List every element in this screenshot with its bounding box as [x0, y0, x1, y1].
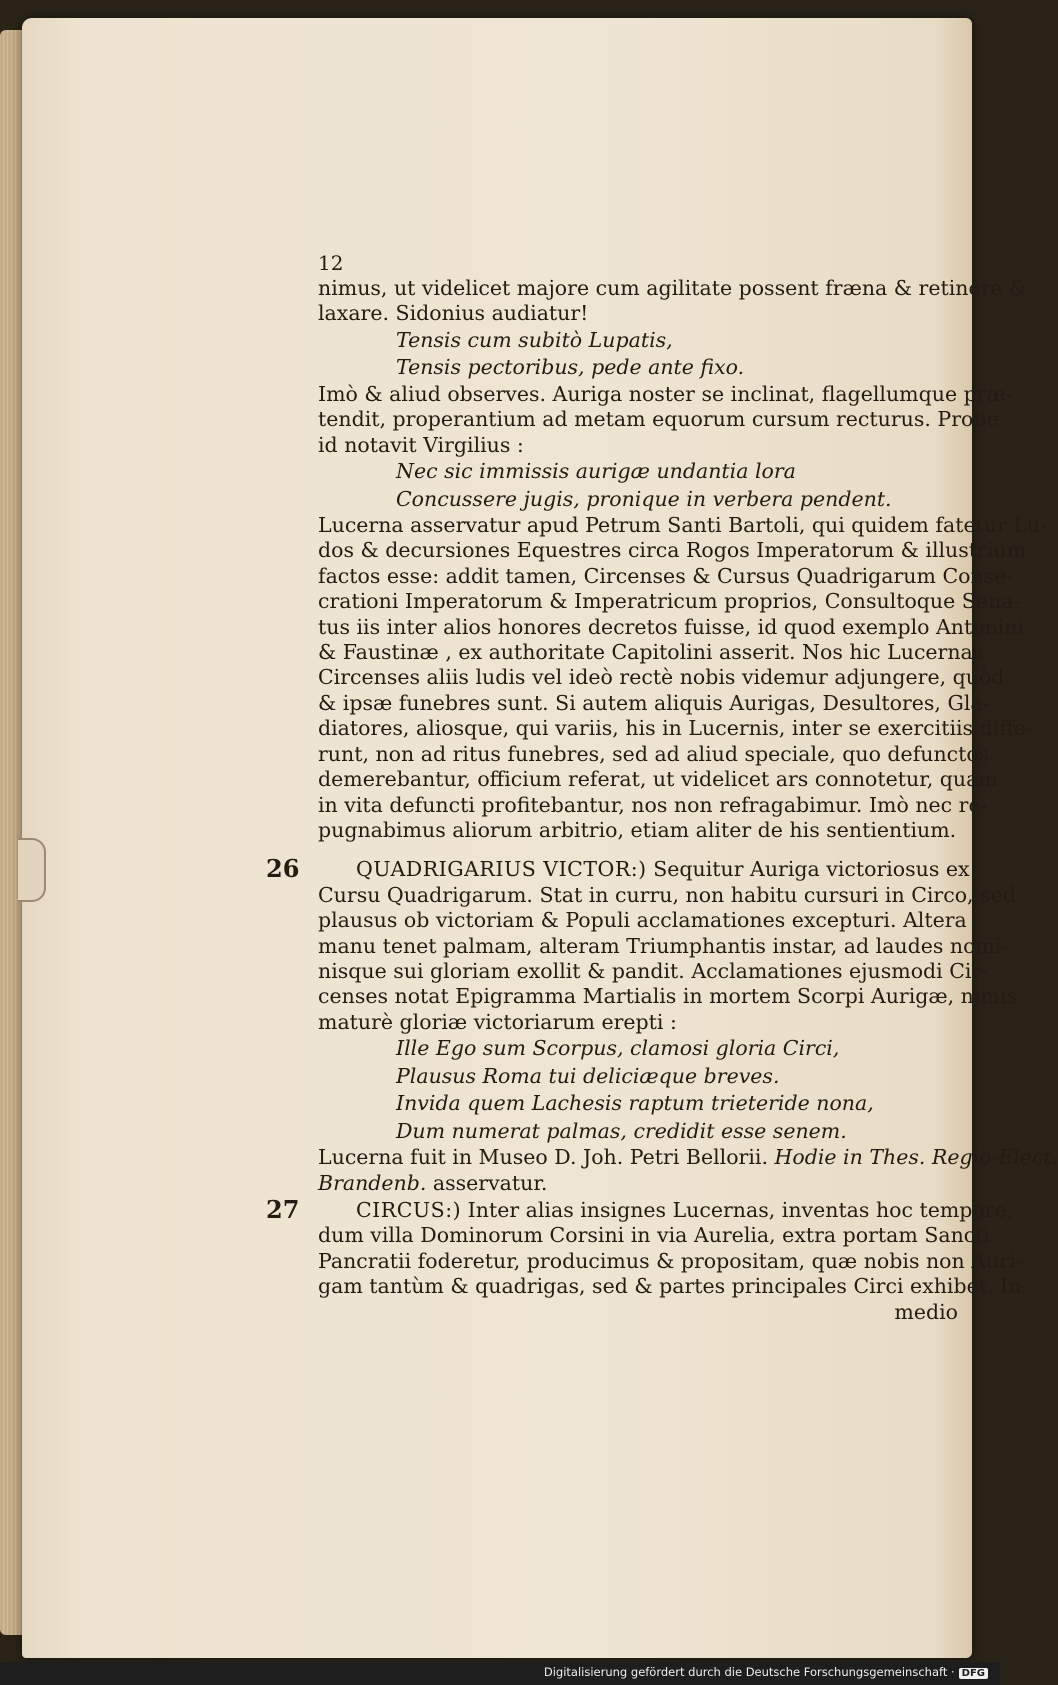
text-line: Lucerna asservatur apud Petrum Santi Bartoli, qui quidem fatetur Lu-	[318, 513, 1048, 538]
text-span: Lucerna fuit in Museo D. Joh. Petri Bellorii.	[318, 1145, 768, 1170]
text-line: nisque sui gloriam exollit & pandit. Acclamationes ejusmodi Cir-	[318, 958, 989, 983]
margin-number: 27	[266, 1194, 300, 1224]
verse-line: Tensis pectoribus, pede ante fixo.	[396, 355, 745, 380]
text-line: pugnabimus aliorum arbitrio, etiam aliter de his sentientium.	[318, 817, 957, 842]
paragraph-gap	[318, 843, 958, 857]
section-heading: QUADRIGARIUS VICTOR:)	[356, 857, 647, 882]
paragraph-3	[318, 513, 1048, 843]
text-line	[318, 857, 970, 882]
footer-bar	[0, 1662, 1000, 1685]
text-line: Circenses aliis ludis vel ideò rectè nobis videmur adjungere, quòd	[318, 665, 1005, 690]
text-span-italic: Brandenb.	[318, 1170, 427, 1195]
text-span: Inter alias insignes Lucernas, inventas hoc tempore,	[461, 1197, 1014, 1222]
text-line: tus iis inter alios honores decretos fuisse, id quod exemplo Antonini	[318, 614, 1025, 639]
text-span: asservatur.	[426, 1170, 548, 1195]
text-line: Cursu Quadrigarum. Stat in curru, non habitu cursuri in Circo, sed	[318, 882, 1016, 907]
text-line: Imò & aliud observes. Auriga noster se inclinat, flagellumque præ-	[318, 381, 1013, 406]
page-number: 12	[318, 251, 344, 275]
text-line: id notavit Virgilius :	[318, 432, 524, 457]
text-line: & ipsæ funebres sunt. Si autem aliquis Aurigas, Desultores, Gla-	[318, 690, 990, 715]
text-span: Sequitur Auriga victoriosus ex	[646, 857, 970, 882]
verse-line: Invida quem Lachesis raptum trieteride nona,	[396, 1091, 874, 1116]
dfg-logo-icon: DFG	[959, 1668, 988, 1679]
text-line: in vita defuncti profitebantur, nos non refragabimur. Imò nec re-	[318, 792, 988, 817]
text-line: manu tenet palmam, alteram Triumphantis instar, ad laudes nomi-	[318, 933, 1009, 958]
footer-credit-text: Digitalisierung gefördert durch die Deutsche Forschungsgemeinschaft ·	[543, 1665, 955, 1679]
verse-line: Tensis cum subitò Lupatis,	[396, 327, 673, 352]
text-line: censes notat Epigramma Martialis in mortem Scorpi Aurigæ, nimis	[318, 984, 1017, 1009]
text-line: factos esse: addit tamen, Circenses & Cursus Quadrigarum Conse-	[318, 563, 1014, 588]
text-line	[318, 1197, 1014, 1223]
catchword: medio	[894, 1299, 958, 1324]
text-line: nimus, ut videlicet majore cum agilitate possent fræna & retinere &	[318, 276, 1028, 300]
text-line: dos & decursiones Equestres circa Rogos Imperatorum & illustrium	[318, 538, 1027, 563]
section-26	[266, 854, 1058, 1196]
verse-line: Nec sic immissis aurigæ undantia lora	[396, 459, 796, 484]
verse-line: Concussere jugis, pronique in verbera pendent.	[396, 486, 892, 511]
paragraph-2	[318, 381, 1013, 513]
section-heading: CIRCUS:)	[356, 1197, 462, 1222]
text-line: gam tantùm & quadrigas, sed & partes principales Circi exhibet. In	[318, 1274, 1022, 1299]
text-line: tendit, properantium ad metam equorum cursum recturus. Probe	[318, 407, 999, 432]
verse-line: Dum numerat palmas, credidit esse senem.	[396, 1118, 847, 1143]
text-line: demerebantur, officium referat, ut videlicet ars connotetur, quam	[318, 767, 998, 792]
page-tab-marker	[18, 838, 46, 902]
footer-credit	[544, 1665, 988, 1679]
text-line	[318, 1145, 1058, 1170]
text-line: runt, non ad ritus funebres, sed ad aliud speciale, quo defunctos	[318, 741, 990, 766]
text-line: crationi Imperatorum & Imperatricum proprios, Consultoque Sena-	[318, 589, 1021, 614]
text-line: dum villa Dominorum Corsini in via Aurelia, extra portam Sancti	[318, 1223, 991, 1248]
text-line	[318, 1171, 958, 1196]
verse-line: Ille Ego sum Scorpus, clamosi gloria Circi,	[396, 1036, 840, 1061]
text-line: maturè gloriæ victoriarum erepti :	[318, 1009, 677, 1034]
text-line: plausus ob victoriam & Populi acclamationes excepturi. Altera	[318, 908, 967, 933]
text-line: laxare. Sidonius audiatur!	[318, 301, 589, 326]
text-line: Pancratii foderetur, producimus & propositam, quæ nobis non Auri-	[318, 1248, 1023, 1273]
text-line: diatores, aliosque, qui variis, his in Lucernis, inter se exercitiis diffe-	[318, 716, 1033, 741]
text-span-italic: Hodie in Thes. Regio-Elect.	[767, 1145, 1058, 1170]
page-text	[266, 251, 1058, 1325]
text-line: & Faustinæ , ex authoritate Capitolini asserit. Nos hic Lucernas	[318, 640, 984, 665]
paragraph-1	[318, 276, 1028, 382]
verse-line: Plausus Roma tui deliciæque breves.	[396, 1063, 780, 1088]
section-27	[266, 1194, 1023, 1325]
margin-number: 26	[266, 854, 300, 884]
